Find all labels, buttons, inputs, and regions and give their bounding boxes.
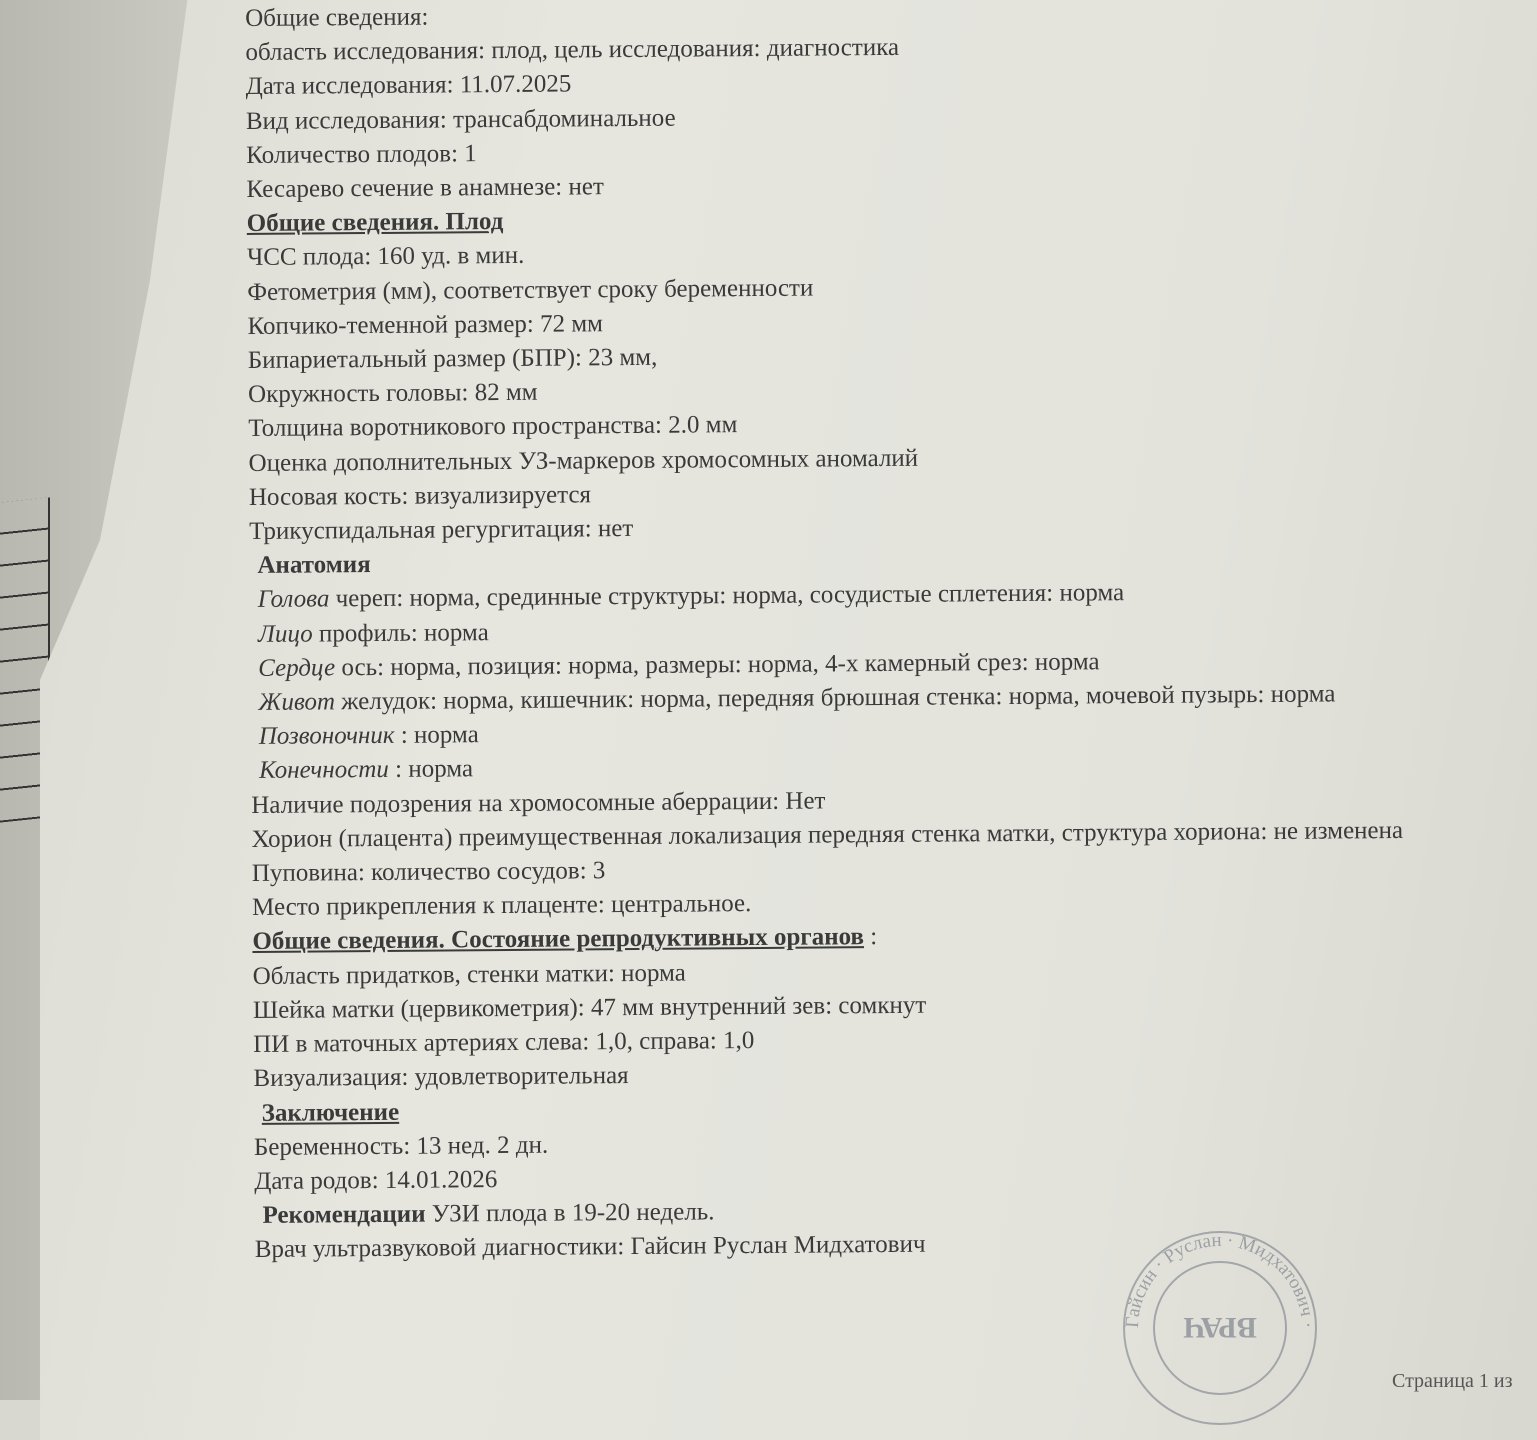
stamp-ring-text: Гайсин · Руслан · Мидхатович · [1121,1229,1319,1329]
study-area: область исследования: плод, цель исследования: диагностика [245,34,900,67]
recommendations-label: Рекомендации [262,1200,426,1230]
fetometry: Фетометрия (мм), соответствует сроку беременности [247,274,814,306]
anatomy-label: Голова [257,585,330,614]
anatomy-text: профиль: норма [312,618,489,648]
anatomy-label: Конечности [258,756,389,785]
anatomy-label: Позвоночник [258,722,395,751]
reproductive-heading-text: Общие сведения. Состояние репродуктивных органов [252,923,865,956]
conclusion-heading: Заключение [261,1098,400,1127]
report-body [245,0,1525,1267]
anatomy-text: : норма [388,755,474,784]
nasal-bone: Носовая кость: визуализируется [248,481,592,511]
anatomy-text: желудок: норма, кишечник: норма, передняя брюшная стенка: норма, мочевой пузырь: норма [334,680,1336,716]
anatomy-heading: Анатомия [257,551,371,580]
general-heading: Общие сведения: [245,3,429,32]
fetus-heading: Общие сведения. Плод [246,208,504,238]
anatomy-label: Живот [258,688,336,716]
anatomy-text: ось: норма, позиция: норма, размеры: норма, 4-х камерный срез: норма [335,648,1100,682]
due-date: Дата родов: 14.01.2026 [254,1165,498,1195]
adnexa: Область придатков, стенки матки: норма [252,959,686,990]
chromosomal-aberrations: Наличие подозрения на хромосомные аберрации: Нет [251,787,826,819]
cervix: Шейка матки (цервикометрия): 47 мм внутренний зев: сомкнут [252,991,927,1024]
chorion: Хорион (плацента) преимущественная локализация передняя стенка матки, структура хориона: не изменена [251,816,1404,853]
anatomy-label: Лицо [257,620,313,648]
tricuspid-regurgitation: Трикуспидальная регургитация: нет [249,515,634,546]
study-date: Дата исследования: 11.07.2025 [245,70,572,101]
fetus-count: Количество плодов: 1 [246,139,477,169]
nuchal-translucency: Толщина воротникового пространства: 2.0 мм [248,411,738,443]
page-number: Страница 1 из [1392,1370,1513,1392]
recommendations-text: УЗИ плода в 19-20 недель. [425,1198,715,1228]
fetal-heart-rate: ЧСС плода: 160 уд. в мин. [246,242,525,272]
visualization: Визуализация: удовлетворительная [253,1062,629,1093]
study-type: Вид исследования: трансабдоминальное [245,104,676,135]
reproductive-heading-suffix: : [863,923,878,951]
biparietal-diameter: Бипариетальный размер (БПР): 23 мм, [247,343,658,375]
anatomy-text: череп: норма, срединные структуры: норма, сосудистые сплетения: норма [329,579,1125,613]
crown-rump-length: Копчико-теменной размер: 72 мм [247,310,604,340]
doctor-stamp [1120,1228,1320,1428]
markers-assessment: Оценка дополнительных УЗ-маркеров хромосомных аномалий [248,444,919,477]
anatomy-text: : норма [394,721,479,750]
umbilical-cord: Пуповина: количество сосудов: 3 [251,857,606,888]
pregnancy-term: Беременность: 13 нед. 2 дн. [253,1131,549,1161]
cord-attachment: Место прикрепления к плаценте: центральное. [252,890,752,922]
anatomy-label: Сердце [258,654,336,682]
stamp-center-text: ВРАЧ [1183,1311,1257,1344]
uterine-artery-pi: ПИ в маточных артериях слева: 1,0, справа: 1,0 [253,1027,755,1059]
cesarean-history: Кесарево сечение в анамнезе: нет [246,173,604,204]
head-circumference: Окружность головы: 82 мм [247,378,538,409]
doctor-signature-line: Врач ультразвуковой диагностики: Гайсин Руслан Мидхатович [254,1231,926,1264]
